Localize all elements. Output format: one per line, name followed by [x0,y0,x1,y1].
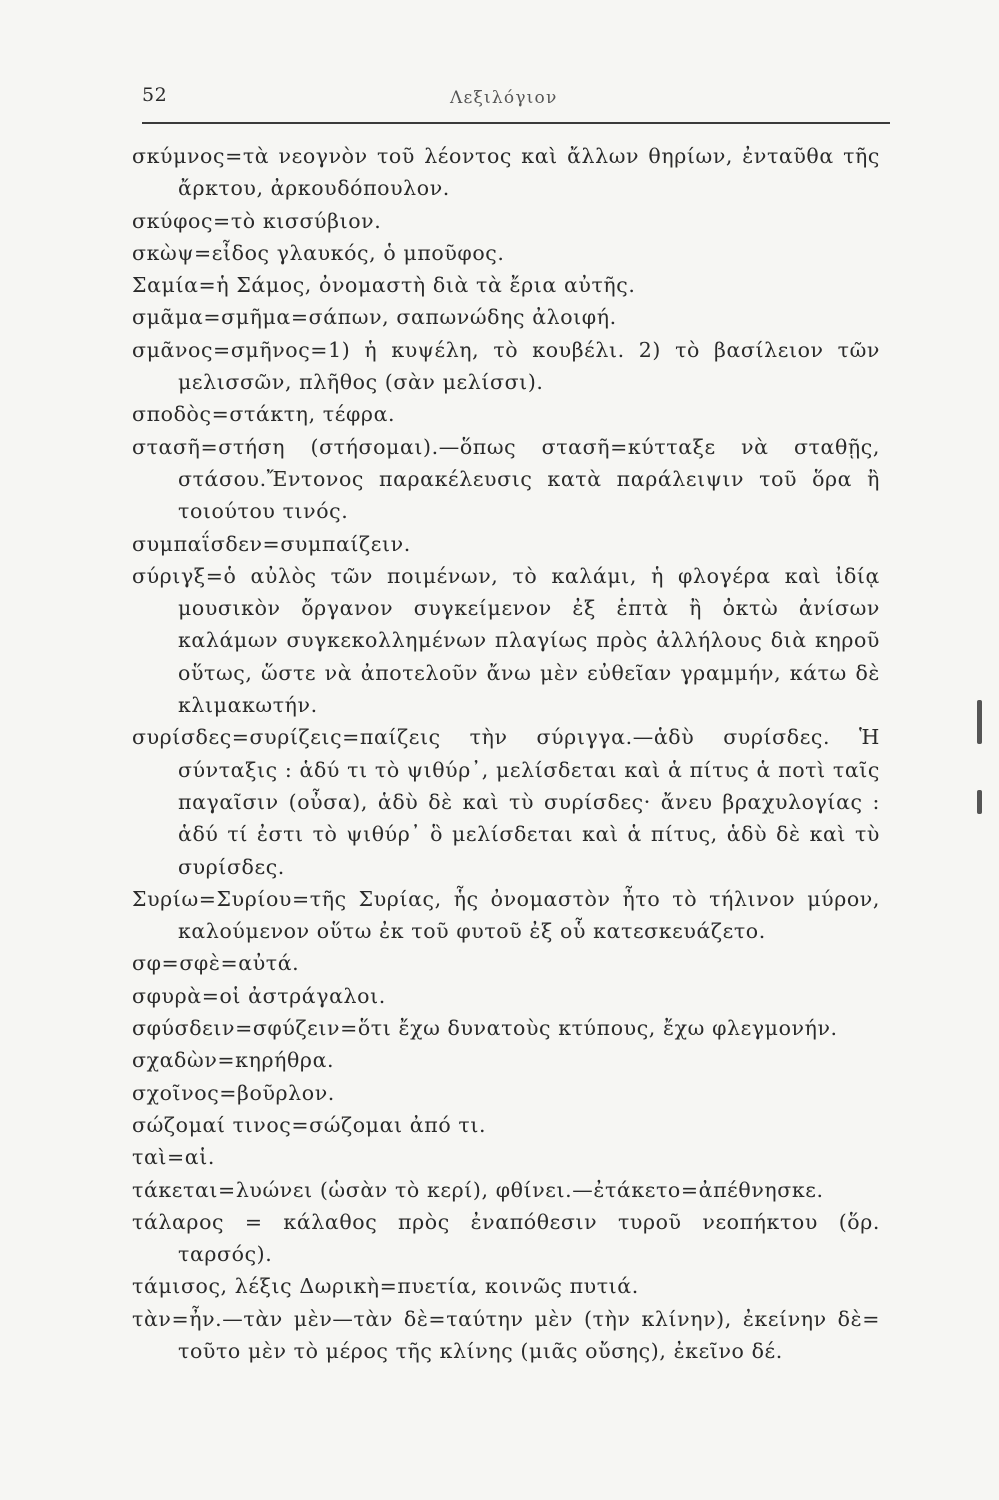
glossary-entry: τάμισος, λέξις Δωρικὴ=πυετία, κοινῶς πυτιά. [132,1274,639,1299]
glossary-entry: σκύφος=τὸ κισσύβιον. [132,208,382,233]
header-rule [142,122,890,124]
glossary-entry: σκύμνος=τὰ νεογνὸν τοῦ λέοντος καὶ ἄλλων θηρίων, ἐνταῦθα τῆς ἄρκτου, ἀρκουδόπουλον. [132,144,880,201]
glossary-entry: στασῆ=στήση (στήσομαι).—ὅπως στασῆ=κύτταξε νὰ σταθῇς, στάσου.Ἔντονος παρακέλευσις κατὰ παράλειψιν τοῦ ὅρα ἢ τοιούτου τινός. [132,434,880,524]
glossary-entry: συρίσδες=συρίζεις=παίζεις τὴν σύριγγα.—ἁδὺ συρίσδες. Ἡ σύνταξις : ἁδύ τι τὸ ψιθύρ᾽, μελίσδεται καὶ ἁ πίτυς ἁ ποτὶ ταῖς παγαῖσιν (οὖσα), ἁδὺ δὲ καὶ τὺ συρίσδες· ἄνευ βραχυλογίας : ἁδύ τί ἐστι τὸ ψιθύρ᾽ ὃ μελίσδεται καὶ ἁ πίτυς, ἁδὺ δὲ καὶ τὺ συρίσδες. [132,725,880,879]
glossary-entry: συμπαΐσδεν=συμπαίζειν. [132,531,411,556]
glossary-entry: σφυρὰ=οἱ ἀστράγαλοι. [132,983,386,1008]
glossary-entry: σχοῖνος=βοῦρλον. [132,1080,335,1105]
glossary-entry: σποδὸς=στάκτη, τέφρα. [132,402,396,427]
glossary-entry: σκὼψ=εἶδος γλαυκός, ὁ μποῦφος. [132,240,505,265]
glossary-entry: σώζομαί τινος=σώζομαι ἀπό τι. [132,1112,487,1137]
page-number: 52 [142,84,168,106]
glossary-entry: σμᾶνος=σμῆνος=1) ἡ κυψέλη, τὸ κουβέλι. 2) τὸ βασίλειον τῶν μελισσῶν, πλῆθος (σὰν μελίσσι). [132,337,880,395]
glossary-entry: σμᾶμα=σμῆμα=σάπων, σαπωνώδης ἀλοιφή. [132,305,617,330]
glossary-entry: Σαμία=ἡ Σάμος, ὀνομαστὴ διὰ τὰ ἔρια αὐτῆς. [132,273,636,298]
glossary-entry: σύριγξ=ὁ αὐλὸς τῶν ποιμένων, τὸ καλάμι, ἡ φλογέρα καὶ ἰδίᾳ μουσικὸν ὄργανον συγκείμενον ἐξ ἑπτὰ ἢ ὀκτὼ ἀνίσων καλάμων συγκεκολλημένων πλαγίως πρὸς ἀλλήλους διὰ κηροῦ οὕτως, ὥστε νὰ ἀποτελοῦν ἄνω μὲν εὐθεῖαν γραμμήν, κάτω δὲ κλιμακωτήν. [132,563,880,718]
glossary-entry: ταὶ=αἱ. [132,1145,215,1170]
glossary-entry: τάκεται=λυώνει (ὡσὰν τὸ κερί), φθίνει.—ἐτάκετο=ἀπέθνησκε. [132,1177,824,1202]
glossary-entry: τὰν=ἦν.—τὰν μὲν—τὰν δὲ=ταύτην μὲν (τὴν κλίνην), ἐκείνην δὲ= τοῦτο μὲν τὸ μέρος τῆς κλίνης (μιᾶς οὔσης), ἐκεῖνο δέ. [132,1306,880,1363]
glossary-entry: τάλαρος = κάλαθος πρὸς ἐναπόθεσιν τυροῦ νεοπήκτου (ὅρ. ταρσός). [132,1209,880,1267]
glossary-entry: σφύσδειν=σφύζειν=ὅτι ἔχω δυνατοὺς κτύπους, ἔχω φλεγμονήν. [132,1016,838,1041]
running-head: Λεξιλόγιον [450,88,558,108]
glossary-entry: σχαδὼν=κηρήθρα. [132,1048,335,1073]
glossary-entry: σφ=σφὲ=αὐτά. [132,951,300,976]
binding-mark-lower [977,790,982,814]
binding-mark-upper [977,700,982,744]
glossary-entry: Συρίω=Συρίου=τῆς Συρίας, ἧς ὀνομαστὸν ἦτο τὸ τήλινον μύρον, καλούμενον οὕτω ἐκ τοῦ φυτοῦ ἐξ οὗ κατεσκευάζετο. [132,886,880,944]
glossary-entries [132,140,880,1367]
